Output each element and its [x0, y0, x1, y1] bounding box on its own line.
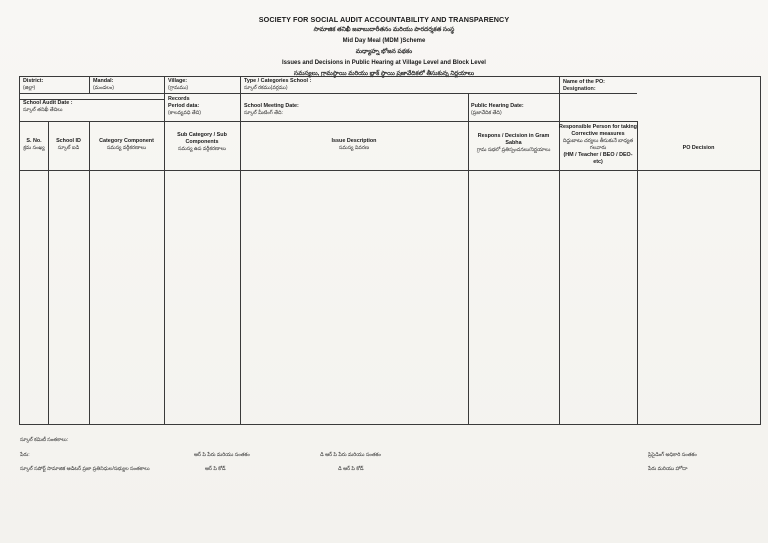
- column-divider: [48, 121, 49, 424]
- col-header-issue: Issue Description సమస్య వివరణ: [331, 138, 377, 151]
- drp-code: డి ఆర్ పి కోడ్: [338, 466, 364, 472]
- issues-table: [19, 76, 761, 425]
- scheme-name: Mid Day Meal (MDM )Scheme: [342, 38, 426, 44]
- column-divider: [164, 77, 165, 424]
- col-header-po-decision: PO Decision: [682, 145, 715, 151]
- records-period-label: Records Period data: (కాలవ్యవధి తేది): [168, 96, 201, 116]
- district-label: District: (జిల్లా): [23, 78, 44, 91]
- drp-name-signature: డి ఆర్ పి పేరు మరియు సంతకం: [320, 452, 381, 458]
- audit-date-label: School Audit Date : స్కూల్ తనిఖీ తేదిలు: [23, 100, 73, 113]
- col-header-sno: S. No. క్రమ సంఖ్య: [23, 138, 45, 151]
- village-label: Village: (గ్రామము): [168, 78, 189, 91]
- document-subtitle-telugu: సమస్యలు, గ్రామస్థాయి మరియు బ్లాక్ స్థాయి ప్రజావేదికలో తీసుకున్న నిర్ణయాలు: [293, 71, 475, 77]
- col-header-response: Respons / Decision in Gram Sabha గ్రామ సభలో ప్రతిస్పందనలు/నిర్ణయాలు: [476, 133, 551, 153]
- po-name-designation: పేరు మరియు హోదా: [648, 466, 688, 472]
- hearing-date-label: Public Hearing Date: (ప్రజావేదిక తేది): [471, 103, 524, 116]
- col-header-school-id: School ID స్కూల్ ఐడి: [56, 138, 81, 151]
- po-name-label: Name of the PO: Designation:: [563, 79, 605, 92]
- row-divider: [20, 121, 637, 122]
- header-row-divider: [20, 170, 760, 171]
- col-header-category: Category Component సమస్య వర్గీకరణాలు: [99, 138, 154, 151]
- support-signatures: స్కూల్ సపోర్ట్ సామాజిక ఆడిటర్ ప్రజా ప్రతినిధుల/సభ్యుల సంతకాలు: [20, 466, 150, 472]
- column-divider: [89, 77, 90, 93]
- meeting-date-label: School Meeting Date: స్కూల్ మీటింగ్ తేది:: [244, 103, 299, 116]
- col-header-subcategory: Sub Category / Sub Components సమస్య ఉప వర్గీకరణాలు: [177, 132, 227, 152]
- document-header: [0, 14, 768, 80]
- mandal-label: Mandal: (మండలం): [93, 78, 114, 91]
- column-divider: [240, 77, 241, 424]
- document-title: SOCIETY FOR SOCIAL AUDIT ACCOUNTABILITY AND TRANSPARENCY: [258, 15, 510, 24]
- row-divider: [20, 93, 637, 94]
- column-divider: [637, 121, 638, 424]
- rp-name-signature: ఆర్ పి పేరు మరియు సంతకం: [194, 452, 250, 458]
- rp-code: ఆర్ పి కోడ్: [205, 466, 226, 472]
- presiding-officer-signature: ప్రిసైడింగ్ అధికారి సంతకం: [648, 452, 697, 458]
- document-title-telugu: సామాజిక తనిఖీ జవాబుదారీతనం మరియు పారదర్శకత సంస్థ: [313, 27, 455, 33]
- scheme-name-telugu: మధ్యాహ్న భోజన పథకం: [355, 49, 413, 55]
- school-committee-signatures: స్కూల్ కమిటీ సంతకాలు:: [20, 437, 69, 443]
- school-type-label: Type / Categories School : స్కూల్ రకము(వర్గము): [244, 78, 312, 91]
- name-label: పేరు:: [20, 452, 30, 458]
- document-subtitle: Issues and Decisions in Public Hearing at Village Level and Block Level: [282, 60, 486, 66]
- col-header-responsible: Responsible Person for taking Corrective measures దిద్దుబాటు చర్యలు తీసుకునే బాధ్యత గలవారు (HM / Teacher / BEO / DEO- etc): [559, 124, 637, 165]
- column-divider: [89, 121, 90, 424]
